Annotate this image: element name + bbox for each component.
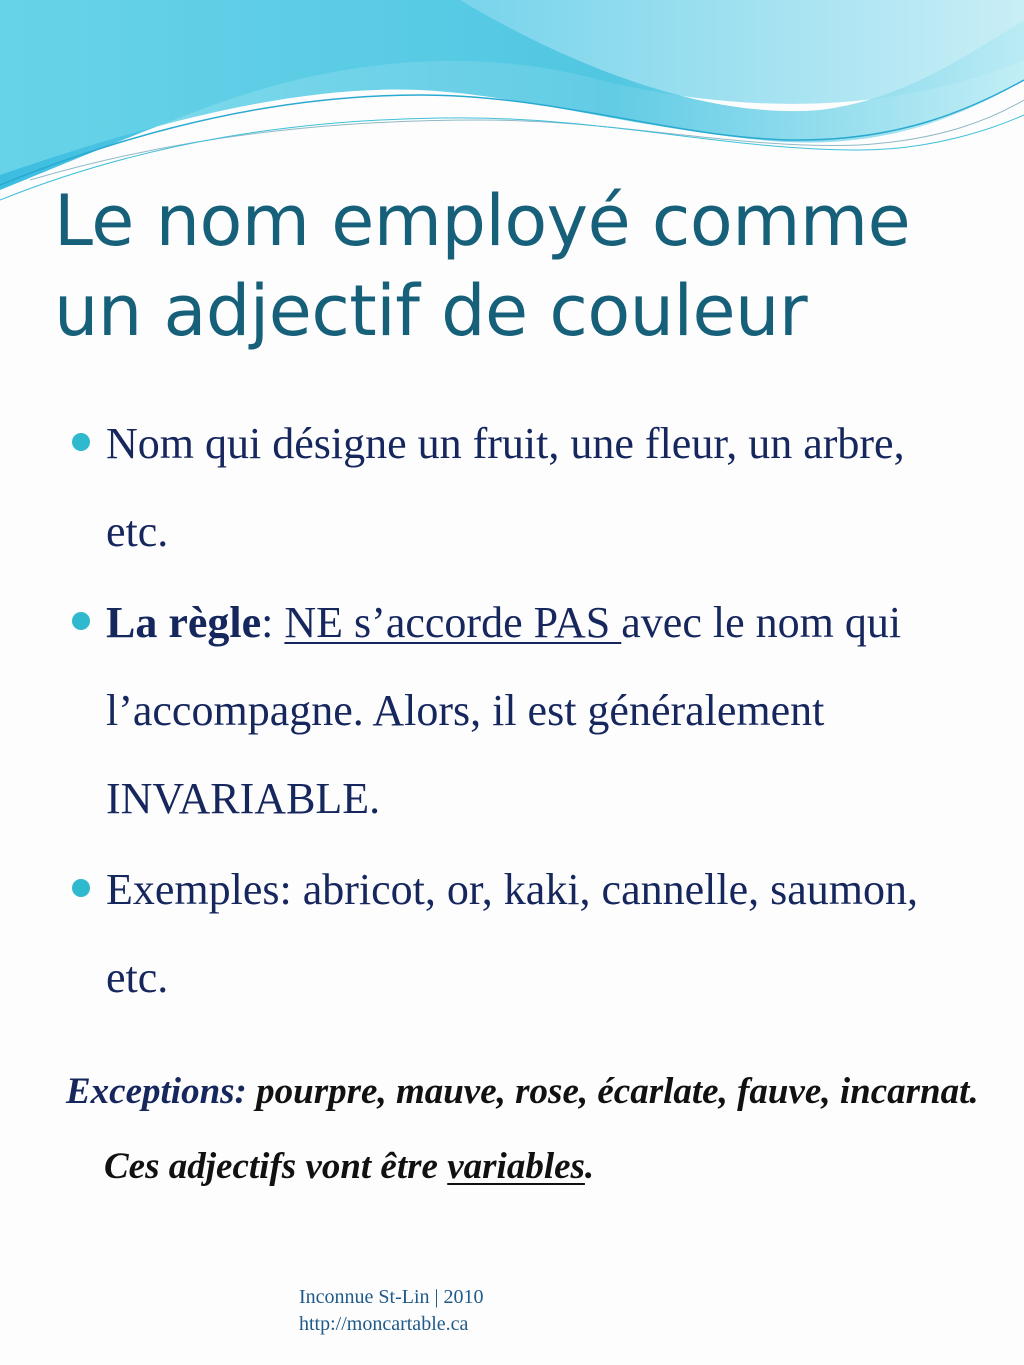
footer-author: Inconnue St-Lin | 2010 (299, 1286, 484, 1308)
exceptions-underlined: variables (447, 1146, 585, 1187)
bullet-dot-icon (72, 612, 90, 630)
bullet-list (72, 400, 972, 1025)
rule-separator: : (261, 598, 285, 647)
exceptions-end: . (584, 1146, 595, 1187)
bullet-item (72, 579, 972, 843)
bullet-text: Nom qui désigne un fruit, une fleur, un arbre, etc. (106, 419, 905, 556)
bullet-text: Exemples: abricot, or, kaki, cannelle, saumon, etc. (106, 865, 918, 1002)
bullet-dot-icon (72, 433, 90, 451)
bullet-dot-icon (72, 879, 90, 897)
footer-url: http://moncartable.ca (299, 1313, 469, 1335)
exceptions-label: Exceptions: (66, 1071, 247, 1112)
bullet-item (72, 846, 972, 1022)
rule-label: La règle (106, 598, 262, 647)
slide-title (54, 176, 994, 356)
exceptions-text: pourpre, mauve, rose, écarlate, fauve, incarnat. Ces adjectifs vont être (104, 1071, 979, 1187)
footer (299, 1284, 484, 1338)
rule-text: avec le nom qui l’accompagne. Alors, il est généralement INVARIABLE. (106, 598, 902, 823)
slide-title-line2: un adjectif de couleur (54, 270, 808, 352)
slide-title-line1: Le nom employé comme (54, 180, 911, 262)
exceptions-paragraph (66, 1054, 1004, 1204)
bullet-item (72, 400, 972, 576)
rule-underlined-text: NE s’accorde PAS (284, 598, 622, 647)
